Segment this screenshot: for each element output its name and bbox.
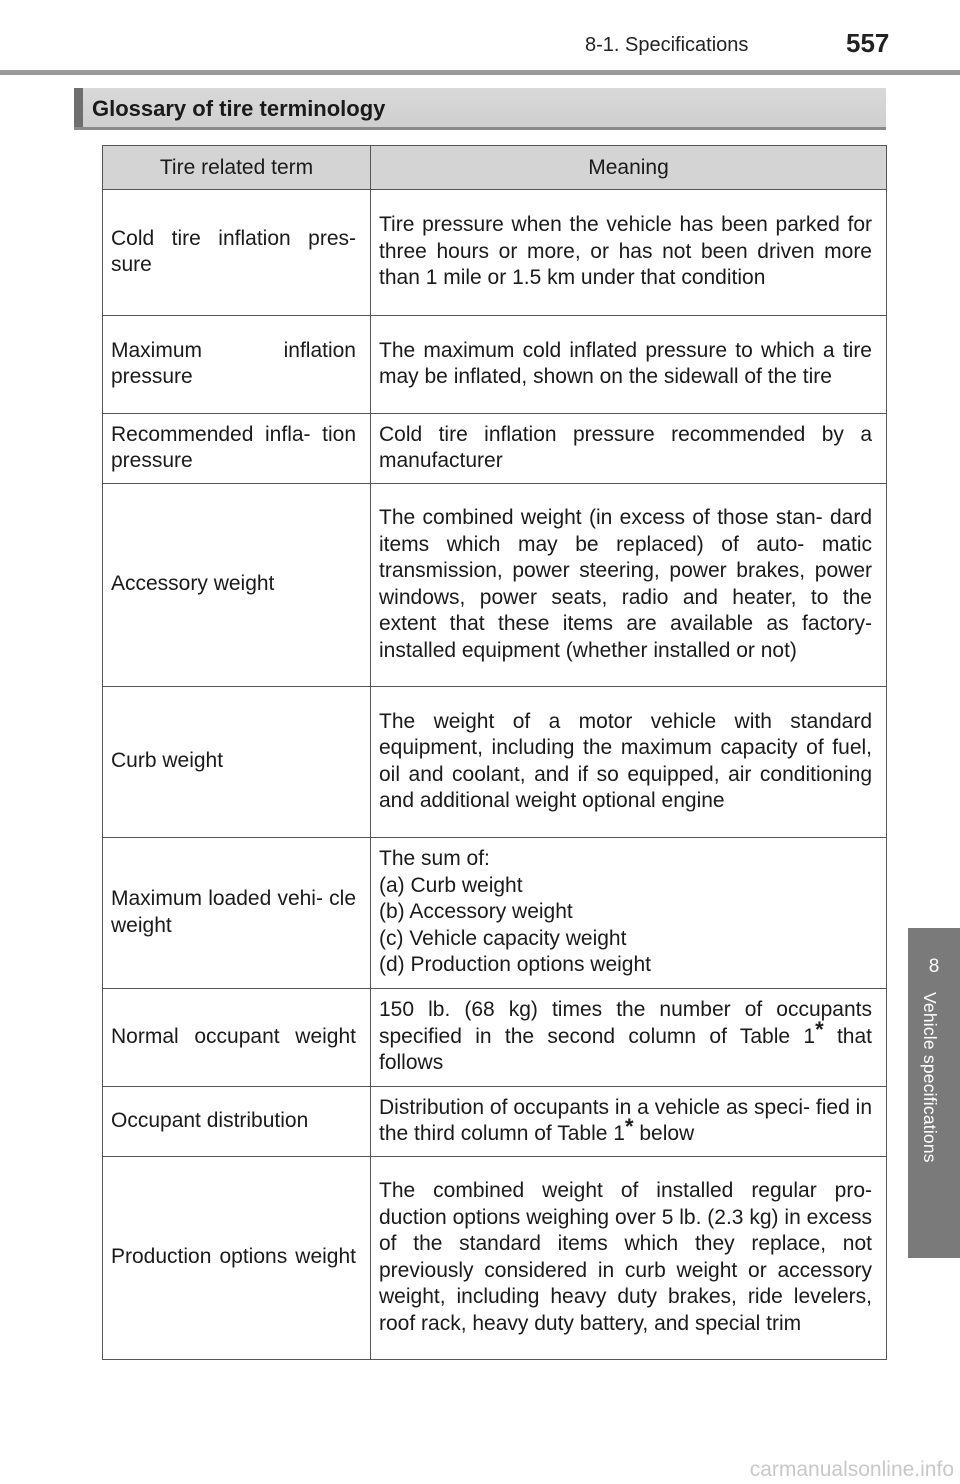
term-cell: Production options weight [103, 1157, 371, 1360]
meaning-text: 150 lb. (68 kg) times the number of occupants specified in the second column of Table 1 [379, 998, 872, 1048]
term-cell: Maximum inflation pressure [103, 316, 371, 414]
column-header-term: Tire related term [103, 146, 371, 190]
term-cell: Cold tire inflation pres- sure [103, 190, 371, 316]
term-cell: Curb weight [103, 687, 371, 838]
meaning-cell [371, 1087, 887, 1157]
meaning-cell: Tire pressure when the vehicle has been parked for three hours or more, or has not been driven more than 1 mile or 1.5 km under that condition [371, 190, 887, 316]
section-title: 8-1. Specifications [585, 34, 749, 56]
meaning-cell: The weight of a motor vehicle with standard equipment, including the maximum capacity of fuel, oil and coolant, and if so equipped, air conditioning and additional weight optional engine [371, 687, 887, 838]
meaning-text-continued: that follows [379, 1024, 872, 1075]
site-watermark: carmanualsonline.info [749, 1458, 954, 1481]
footnote-marker: * [624, 1114, 634, 1139]
table-row [103, 190, 887, 316]
table-row [103, 838, 887, 989]
chapter-side-tab [908, 928, 960, 1258]
table-row [103, 316, 887, 414]
meaning-cell: The combined weight of installed regular pro- duction options weighing over 5 lb. (2.3 kg) in excess of the standard items which they replace, not previously considered in curb weight or accessory weight, including heavy duty brakes, ride levelers, roof rack, heavy duty battery, and special trim [371, 1157, 887, 1360]
table-row [103, 414, 887, 484]
table-row [103, 1157, 887, 1360]
meaning-text-continued: below [633, 1122, 695, 1145]
tire-terminology-table [102, 145, 887, 1360]
term-cell: Maximum loaded vehi- cle weight [103, 838, 371, 989]
glossary-heading [74, 88, 886, 130]
table-row [103, 1087, 887, 1157]
footnote-marker: * [815, 1016, 824, 1042]
glossary-title: Glossary of tire terminology [92, 96, 386, 121]
table-header-row [103, 146, 887, 190]
term-cell: Recommended infla- tion pressure [103, 414, 371, 484]
term-cell: Normal occupant weight [103, 989, 371, 1087]
term-cell: Accessory weight [103, 484, 371, 687]
column-header-meaning: Meaning [371, 146, 887, 190]
page-number: 557 [846, 28, 890, 58]
meaning-cell: The sum of: (a) Curb weight (b) Accessory weight (c) Vehicle capacity weight (d) Production options weight [371, 838, 887, 989]
heading-accent-bar [74, 88, 83, 127]
chapter-number: 8 [928, 956, 940, 977]
meaning-cell: The combined weight (in excess of those stan- dard items which may be replaced) of auto- matic transmission, power steering, power brakes, power windows, power seats, radio and heater, to the extent that these items are available as factory-installed equipment (whether installed or not) [371, 484, 887, 687]
meaning-cell: The maximum cold inflated pressure to which a tire may be inflated, shown on the sidewall of the tire [371, 316, 887, 414]
term-cell: Occupant distribution [103, 1087, 371, 1157]
meaning-cell: Cold tire inflation pressure recommended by a manufacturer [371, 414, 887, 484]
chapter-label: Vehicle specifications [920, 992, 940, 1163]
meaning-text: Distribution of occupants in a vehicle as speci- fied in the third column of Table 1 [379, 1095, 872, 1145]
table-row [103, 989, 887, 1087]
header-divider [0, 70, 960, 75]
table-row [103, 484, 887, 687]
table-row [103, 687, 887, 838]
meaning-cell [371, 989, 887, 1087]
